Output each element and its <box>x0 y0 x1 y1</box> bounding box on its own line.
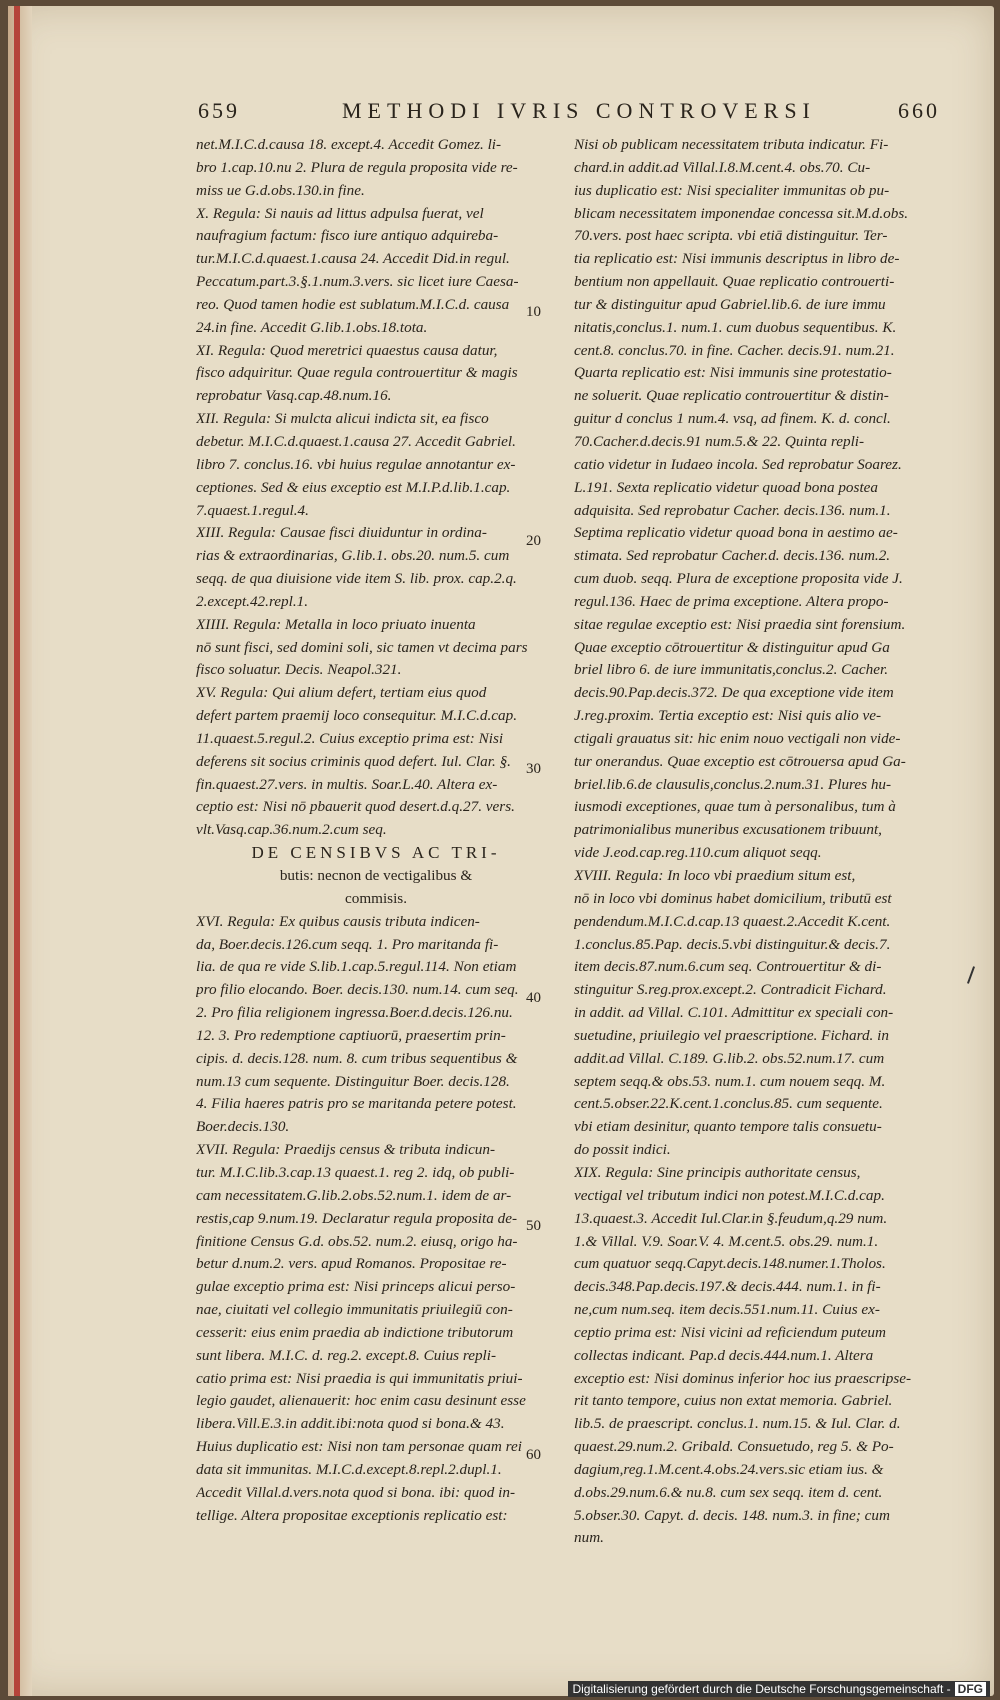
text-line: ne,cum num.seq. item decis.551.num.11. Cuius ex- <box>574 1301 880 1319</box>
text-line: regul.136. Haec de prima exceptione. Altera propo- <box>574 592 889 610</box>
text-line: fin.quaest.27.vers. in multis. Soar.L.40. Altera ex- <box>196 775 498 793</box>
text-line: sunt libera. M.I.C. d. reg.2. except.8. Cuius repli- <box>196 1346 497 1364</box>
text-line: libro 7. conclus.16. vbi huius regulae annotantur ex- <box>196 455 516 473</box>
text-line: L.191. Sexta replicatio videtur quoad bona postea <box>574 478 878 496</box>
text-line: J.reg.proxim. Tertia exceptio est: Nisi quis alio ve- <box>574 707 882 725</box>
text-line: 70.Cacher.d.decis.91 num.5.& 22. Quinta repli- <box>574 432 865 450</box>
text-line: lib.5. de praescript. conclus.1. num.15. & Iul. Clar. d. <box>574 1415 901 1433</box>
text-line: da, Boer.decis.126.cum seqq. 1. Pro maritanda fi- <box>196 935 499 953</box>
text-line: rias & extraordinarias, G.lib.1. obs.20. num.5. cum <box>196 547 510 565</box>
text-line: XI. Regula: Quod meretrici quaestus causa datur, <box>196 341 498 359</box>
margin-line-number: 50 <box>526 1218 541 1234</box>
text-line: commisis. <box>344 889 408 907</box>
text-line: tellige. Altera propositae exceptionis replicatio est: <box>196 1506 508 1524</box>
text-line: chard.in addit.ad Villal.I.8.M.cent.4. obs.70. Cu- <box>574 158 871 176</box>
text-line: 2.except.42.repl.1. <box>196 592 309 610</box>
text-line: gulae exceptio prima est: Nisi princeps alicui perso- <box>196 1278 516 1296</box>
text-line: 4. Filia haeres patris pro se maritanda petere potest. <box>196 1095 517 1113</box>
text-line: vide J.eod.cap.reg.110.cum aliquot seqq. <box>574 844 822 862</box>
text-line: Huius duplicatio est: Nisi non tam personae quam rei <box>196 1438 522 1456</box>
text-line: Quarta replicatio est: Nisi immunis sine protestatio- <box>574 364 892 382</box>
text-line: dagium,reg.1.M.cent.4.obs.24.vers.sic etiam ius. & <box>574 1460 884 1478</box>
dfg-logo: DFG <box>955 1682 986 1696</box>
text-line: exceptio est: Nisi dominus inferior hoc ius praescripse- <box>574 1369 912 1387</box>
page-number-left: 659 <box>198 98 240 123</box>
text-line: XIX. Regula: Sine principis authoritate census, <box>574 1163 861 1181</box>
text-line: lia. de qua re vide S.lib.1.cap.5.regul.114. Non etiam <box>196 958 517 976</box>
text-line: guitur d conclus 1 num.4. vsq, ad finem. K. d. concl. <box>574 410 891 428</box>
text-line: nō in loco vbi dominus habet domicilium, tributū est <box>574 889 892 907</box>
text-line: septem seqq.& obs.53. num.1. cum nouem seqq. M. <box>574 1072 886 1090</box>
text-line: adquisita. Sed reprobatur Cacher. decis.136. num.1. <box>574 501 891 519</box>
text-line: 24.in fine. Accedit G.lib.1.obs.18.tota. <box>196 318 428 336</box>
text-line: XII. Regula: Si mulcta alicui indicta sit, ea fisco <box>196 410 489 428</box>
text-line: tur onerandus. Quae exceptio est cōtrouersa apud Ga- <box>574 752 906 770</box>
text-line: tur.M.I.C.d.quaest.1.causa 24. Accedit Did.in regul. <box>196 250 510 268</box>
text-line: num. <box>574 1529 604 1547</box>
text-line: suetudine, priuilegio vel praescriptione. Fichard. in <box>574 1026 889 1044</box>
text-line: in addit. ad Villal. C.101. Admittitur ex speciali con- <box>574 1004 894 1022</box>
text-line: Quae exceptio cōtrouertitur & distinguitur apud Ga <box>574 638 890 656</box>
text-line: 5.obser.30. Capyt. d. decis. 148. num.3. in fine; cum <box>574 1506 890 1524</box>
text-line: bro 1.cap.10.nu 2. Plura de regula proposita vide re- <box>196 158 518 176</box>
text-line: do possit indici. <box>574 1141 671 1159</box>
text-line: butis: necnon de vectigalibus & <box>279 867 473 884</box>
pen-mark <box>967 966 975 984</box>
text-line: data sit immunitas. M.I.C.d.except.8.repl.2.dupl.1. <box>196 1460 502 1478</box>
text-line: num.13 cum sequente. Distinguitur Boer. decis.128. <box>196 1072 510 1090</box>
text-line: ctigali grauatus sit: hic enim nouo vectigali non vide- <box>574 729 901 747</box>
text-line: cipis. d. decis.128. num. 8. cum tribus sequentibus & <box>196 1049 518 1067</box>
page-red-edge <box>14 6 20 1696</box>
text-line: Septima replicatio videtur quoad bona in aestimo ae- <box>574 524 898 542</box>
text-line: quaest.29.num.2. Gribald. Consuetudo, reg 5. & Po- <box>574 1438 894 1456</box>
text-line: catio prima est: Nisi praedia is qui immunitatis priui- <box>196 1369 523 1387</box>
text-line: nae, ciuitati vel collegio immunitatis priuilegiū con- <box>196 1301 513 1319</box>
text-line: briel libro 6. de iure immunitatis,conclus.2. Cacher. <box>574 661 888 679</box>
text-line: vbi etiam desinitur, quanto tempore talis consuetu- <box>574 1118 882 1136</box>
digitization-footer <box>568 1681 990 1697</box>
text-line: fisco soluatur. Decis. Neapol.321. <box>196 661 402 679</box>
text-line: cent.8. conclus.70. in fine. Cacher. decis.91. num.21. <box>574 341 895 359</box>
text-line: cum duob. seqq. Plura de exceptione proposita vide J. <box>574 570 903 588</box>
text-line: nō sunt fisci, sed domini soli, sic tamen vt decima pars <box>196 638 528 656</box>
left-text-column <box>196 134 556 1527</box>
text-line: 13.quaest.3. Accedit Iul.Clar.in §.feudum,q.29 num. <box>574 1209 888 1227</box>
text-line: Nisi ob publicam necessitatem tributa indicatur. Fi- <box>574 136 889 153</box>
text-line: 1.& Villal. V.9. Soar.V. 4. M.cent.5. obs.29. num.1. <box>574 1232 879 1250</box>
text-line: tur. M.I.C.lib.3.cap.13 quaest.1. reg 2. idq, ob publi- <box>196 1163 515 1181</box>
text-line: 70.vers. post haec scripta. vbi etiā distinguitur. Ter- <box>574 227 888 245</box>
footer-text: Digitalisierung gefördert durch die Deutsche Forschungsgemeinschaft - <box>572 1682 951 1696</box>
text-line: betur d.num.2. vers. apud Romanos. Propositae re- <box>196 1255 507 1273</box>
running-title: METHODI IVRIS CONTROVERSI <box>342 98 816 123</box>
text-line: pro filio elocando. Boer. decis.130. num.14. cum seq. <box>196 981 519 999</box>
text-line: pendendum.M.I.C.d.cap.13 quaest.2.Accedit K.cent. <box>574 912 891 930</box>
text-line: ne soluerit. Quae replicatio controuertitur & distin- <box>574 387 889 405</box>
page-spine-shadow <box>8 6 32 1696</box>
text-line: vectigal vel tributum indici non potest.M.I.C.d.cap. <box>574 1186 885 1204</box>
text-line: cent.5.obser.22.K.cent.1.conclus.85. cum sequente. <box>574 1095 883 1113</box>
text-line: nitatis,conclus.1. num.1. cum duobus sequentibus. K. <box>574 318 897 336</box>
text-line: addit.ad Villal. C.189. G.lib.2. obs.52.num.17. cum <box>574 1049 885 1067</box>
text-line: miss ue G.d.obs.130.in fine. <box>196 181 365 199</box>
text-line: seqq. de qua diuisione vide item S. lib. prox. cap.2.q. <box>196 570 517 588</box>
text-line: cum quatuor seqq.Capyt.decis.148.numer.1.Tholos. <box>574 1255 886 1273</box>
margin-line-number: 30 <box>526 761 541 777</box>
margin-line-number: 60 <box>526 1447 541 1463</box>
text-line: sitae regulae exceptio est: Nisi praedia sint forensium. <box>574 615 906 633</box>
text-line: blicam necessitatem imponendae concessa sit.M.d.obs. <box>574 204 909 222</box>
text-line: XIII. Regula: Causae fisci diuiduntur in ordina- <box>196 524 487 542</box>
text-line: reo. Quod tamen hodie est sublatum.M.I.C.d. causa <box>196 295 510 313</box>
text-line: iusmodi exceptiones, quae tum à personalibus, tum à <box>574 798 896 816</box>
text-line: fisco adquiritur. Quae regula controuertitur & magis <box>196 364 518 382</box>
text-line: cam necessitatem.G.lib.2.obs.52.num.1. idem de ar- <box>196 1186 512 1204</box>
margin-line-number: 40 <box>526 990 541 1006</box>
text-line: briel.lib.6.de clausulis,conclus.2.num.31. Plures hu- <box>574 775 892 793</box>
text-line: XVII. Regula: Praedijs census & tributa indicun- <box>196 1141 496 1159</box>
text-line: catio videtur in Iudaeo incola. Sed reprobatur Soarez. <box>574 455 902 473</box>
margin-line-number: 10 <box>526 304 541 320</box>
page-number-right: 660 <box>898 98 940 123</box>
text-line: reprobatur Vasq.cap.48.num.16. <box>196 387 392 405</box>
text-line: Boer.decis.130. <box>196 1118 290 1136</box>
text-line: X. Regula: Si nauis ad littus adpulsa fuerat, vel <box>196 204 484 222</box>
text-line: bentium non appellauit. Quae replicatio controuerti- <box>574 273 895 291</box>
margin-line-number: 20 <box>526 533 541 549</box>
text-line: rit tanto tempore, cuius non extat memoria. Gabriel. <box>574 1392 893 1410</box>
text-line: item decis.87.num.6.cum seq. Controuertitur & di- <box>574 958 882 976</box>
text-line: stinguitur S.reg.prox.except.2. Contradicit Fichard. <box>574 981 887 999</box>
text-line: finitione Census G.d. obs.52. num.2. eiusq, origo ha- <box>196 1232 518 1250</box>
text-line: 7.quaest.1.regul.4. <box>196 501 309 519</box>
text-line: 2. Pro filia religionem ingressa.Boer.d.decis.126.nu. <box>196 1004 513 1022</box>
text-line: Peccatum.part.3.§.1.num.3.vers. sic licet iure Caesa- <box>196 273 519 291</box>
text-line: Accedit Villal.d.vers.nota quod si bona. ibi: quod in- <box>196 1483 516 1501</box>
text-line: tur & distinguitur apud Gabriel.lib.6. de iure immu <box>574 295 886 313</box>
text-line: deferens sit socius criminis quod defert. Iul. Clar. §. <box>196 752 511 770</box>
right-text-column <box>574 134 934 1550</box>
text-line: XVIII. Regula: In loco vbi praedium situm est, <box>574 867 856 884</box>
text-line: DE CENSIBVS AC TRI- <box>251 843 501 863</box>
text-line: legio gaudet, alienauerit: hoc enim casu desinunt esse <box>196 1392 526 1410</box>
text-line: collectas indicant. Pap.d decis.444.num.1. Altera <box>574 1346 874 1364</box>
text-line: tia replicatio est: Nisi immunis descriptus in libro de- <box>574 250 900 268</box>
text-line: ceptio est: Nisi nō pbauerit quod desert.d.q.27. vers. <box>196 798 515 816</box>
text-line: defert partem praemij loco consequitur. M.I.C.d.cap. <box>196 707 517 725</box>
text-line: stimata. Sed reprobatur Cacher.d. decis.136. num.2. <box>574 547 891 565</box>
text-line: naufragium factum: fisco iure antiquo adquireba- <box>196 227 499 245</box>
text-line: vlt.Vasq.cap.36.num.2.cum seq. <box>196 821 387 839</box>
text-line: patrimonialibus muneribus excusationem tribuunt, <box>574 821 882 839</box>
text-line: net.M.I.C.d.causa 18. except.4. Accedit Gomez. li- <box>196 136 502 153</box>
text-line: debetur. M.I.C.d.quaest.1.causa 27. Accedit Gabriel. <box>196 432 516 450</box>
text-line: decis.90.Pap.decis.372. De qua exceptione vide item <box>574 684 894 702</box>
book-page <box>8 6 994 1696</box>
text-line: 1.conclus.85.Pap. decis.5.vbi distinguitur.& decis.7. <box>574 935 891 953</box>
text-line: cesserit: eius enim praedia ab indictione tributorum <box>196 1323 514 1341</box>
text-line: decis.348.Pap.decis.197.& decis.444. num.1. in fi- <box>574 1278 881 1296</box>
text-line: XIIII. Regula: Metalla in loco priuato inuenta <box>196 615 476 633</box>
text-line: XVI. Regula: Ex quibus causis tributa indicen- <box>196 912 480 930</box>
text-line: restis,cap 9.num.19. Declaratur regula proposita de- <box>196 1209 518 1227</box>
text-line: 11.quaest.5.regul.2. Cuius exceptio prima est: Nisi <box>196 729 504 747</box>
text-line: XV. Regula: Qui alium defert, tertiam eius quod <box>196 684 487 702</box>
text-line: d.obs.29.num.6.& nu.8. cum sex seqq. item d. cent. <box>574 1483 883 1501</box>
text-line: ceptio prima est: Nisi vicini ad reficiendum puteum <box>574 1323 886 1341</box>
text-line: libera.Vill.E.3.in addit.ibi:nota quod si bona.& 43. <box>196 1415 505 1433</box>
text-line: ius duplicatio est: Nisi specialiter immunitas ob pu- <box>574 181 890 199</box>
text-line: 12. 3. Pro redemptione captiuorū, praesertim prin- <box>196 1026 506 1044</box>
text-line: ceptiones. Sed & eius exceptio est M.I.P.d.lib.1.cap. <box>196 478 511 496</box>
